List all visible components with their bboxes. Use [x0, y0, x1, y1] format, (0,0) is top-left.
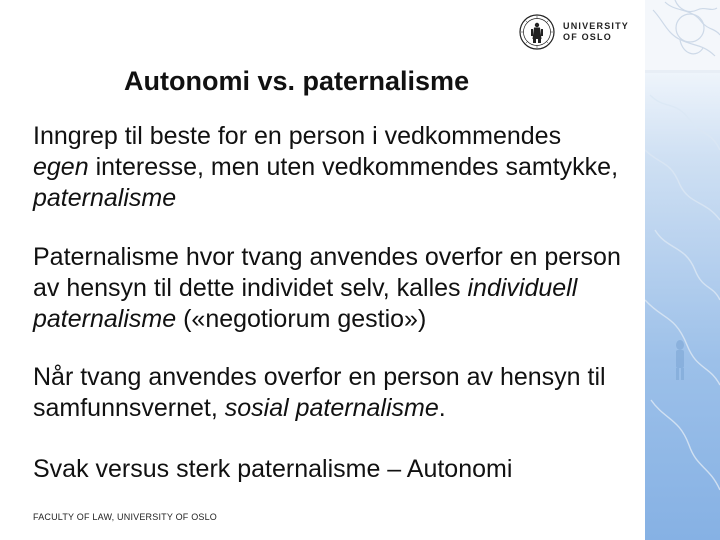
bullet-4-text: Svak versus sterk paternalisme – Autonomi [33, 455, 513, 483]
bullet-3-text-a: Når tvang anvendes overfor en person av hensyn til samfunnsvernet, [33, 363, 606, 422]
logo-wordmark [563, 21, 643, 43]
decorative-side-panel [645, 0, 720, 540]
bullet-paragraph-3 [33, 362, 643, 424]
bullet-3-emphasis: sosial paternalisme [224, 394, 439, 422]
bullet-1-text-a: Inngrep til beste for en person i vedkommendes [33, 122, 562, 150]
bullet-2-emphasis: individuell paternalisme [33, 274, 578, 333]
bullet-paragraph-2 [33, 242, 643, 335]
bullet-1-emphasis-egen: egen [33, 153, 89, 181]
bullet-1-text-b: interesse, men uten vedkommendes samtykke, [88, 153, 619, 181]
bullet-2-text-a: Paternalisme hvor tvang anvendes overfor en person av hensyn til dette individet selv, kalles [33, 243, 621, 302]
bullet-3-text-b: . [438, 394, 446, 422]
bullet-paragraph-1 [33, 121, 643, 214]
bullet-paragraph-4 [33, 454, 512, 485]
university-seal-icon [519, 14, 555, 50]
logo-line-2: OF OSLO [563, 32, 612, 42]
bullet-1-emphasis-paternalisme: paternalisme [33, 184, 177, 212]
bullet-2-text-b: («negotiorum gestio») [176, 305, 427, 333]
slide-footer: FACULTY OF LAW, UNIVERSITY OF OSLO [33, 512, 218, 522]
statue-illustration [645, 0, 720, 540]
logo-line-1: UNIVERSITY [563, 21, 630, 31]
slide-title: Autonomi vs. paternalisme [124, 66, 470, 96]
